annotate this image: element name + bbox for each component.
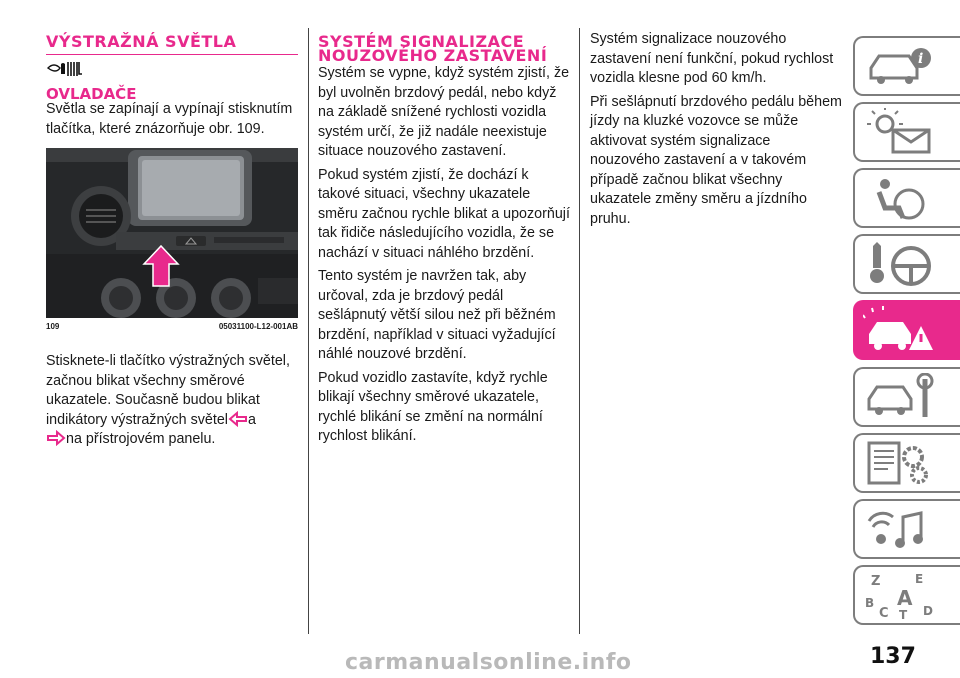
dashboard-photo	[46, 148, 298, 318]
subsection-title: OVLADAČE	[46, 85, 137, 103]
text-fragment: a	[247, 411, 256, 428]
title-underline	[46, 54, 298, 55]
text-line: ukazatele. Současně budou blikat	[46, 392, 260, 408]
paragraph: Pokud vozidlo zastavíte, když rychle blikají všechny směrové ukazatele, rychlé blikání se změní na normální rychlost blikání.	[318, 369, 548, 444]
paragraph: Systém se vypne, když systém zjistí, že byl uvolněn brzdový pedál, nebo když na základě snížené rychlosti vozidla systém určí, že již nadále neexistuje situace nouzového zastavení.	[318, 65, 570, 159]
car-emergency-icon	[863, 306, 943, 356]
text-line: Stisknete-li tlačítko výstražných světel,	[46, 353, 290, 369]
figure-code: 05031100-L12-001AB	[218, 322, 298, 331]
paragraph: Tento systém je navržen tak, aby určoval, zda je brzdový pedál sešlápnutý větší silou než při běžném brzdění, například v situaci vyžadující náhlé nouzové brzdění.	[318, 268, 556, 362]
watermark: carmanualsonline.info	[345, 650, 632, 675]
tab-maintenance[interactable]	[853, 367, 960, 427]
paragraph: Pokud systém zjistí, že dochází k takové situaci, všechny ukazatele směru začnou rychle blikat a upozorňují tak řidiče následujícího vozidla, že se nachází v situaci náhlého brzdění.	[318, 166, 570, 261]
index-letter: D	[923, 604, 933, 618]
section-title: VÝSTRAŽNÁ SVĚTLA	[46, 32, 237, 51]
turn-right-indicator-icon	[46, 430, 66, 446]
page-number: 137	[870, 644, 916, 669]
multimedia-icon	[863, 505, 943, 555]
tab-multimedia[interactable]	[853, 499, 960, 559]
section-title-line1: SYSTÉM SIGNALIZACE	[318, 32, 525, 51]
airbag-seat-icon	[863, 174, 943, 224]
turn-left-indicator-icon	[228, 411, 248, 427]
specs-gears-icon	[863, 439, 943, 489]
car-wrench-icon	[863, 373, 943, 423]
text-line	[46, 430, 298, 450]
column-divider	[579, 28, 580, 634]
column-divider	[308, 28, 309, 634]
svg-text:i: i	[918, 51, 924, 67]
tab-safety[interactable]	[853, 168, 960, 228]
lights-symbol-icon	[46, 58, 90, 80]
paragraph: Při sešlápnutí brzdového pedálu během jízdy na kluzké vozovce se může aktivovat systém signalizace nouzového zastavení a v takovém případě začnou blikat všechny ukazatele změny směru a jízdního pruhu.	[590, 93, 842, 227]
index-letter: T	[899, 608, 908, 621]
warning-lights-icon	[863, 108, 943, 158]
index-letter: E	[915, 572, 924, 586]
tab-knowing-your-car[interactable]	[853, 36, 960, 96]
tab-starting-driving[interactable]	[853, 234, 960, 294]
tab-index[interactable]	[853, 565, 960, 625]
section-title-line2: NOUZOVÉHO ZASTAVENÍ	[318, 46, 548, 65]
index-letter: Z	[871, 574, 881, 589]
paragraph: Systém signalizace nouzového zastavení není funkční, pokud rychlost vozidla klesne pod 60 km/h.	[590, 31, 834, 86]
index-letters-icon	[863, 571, 943, 621]
index-letter: B	[865, 596, 875, 610]
index-letter: A	[897, 586, 913, 610]
paragraph: Světla se zapínají a vypínají stisknutím tlačítka, které znázorňuje obr. 109.	[46, 101, 293, 137]
text-fragment: indikátory výstražných světel	[46, 411, 228, 428]
car-info-icon	[863, 42, 943, 92]
index-letter: C	[879, 606, 889, 621]
tab-emergency[interactable]	[853, 300, 960, 360]
text-line: začnou blikat všechny směrové	[46, 372, 245, 389]
hazard-paragraph	[46, 352, 298, 450]
tab-technical-data[interactable]	[853, 433, 960, 493]
figure-number: 109	[46, 322, 60, 331]
text-line	[46, 411, 298, 431]
steering-wheel-icon	[863, 240, 943, 290]
tab-dashboard-indicators[interactable]	[853, 102, 960, 162]
text-fragment: na přístrojovém panelu.	[66, 431, 216, 447]
